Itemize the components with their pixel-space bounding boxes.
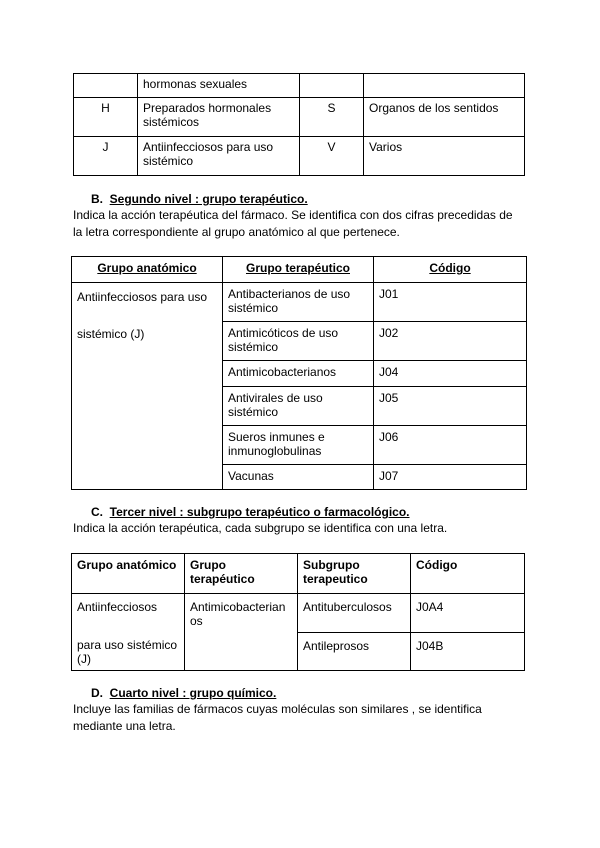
table-cell: Antimicobacterianos — [223, 361, 374, 387]
table-cell: Antivirales de uso sistémico — [223, 387, 374, 426]
table-header-row — [72, 554, 525, 594]
table-cell: Antituberculosos — [298, 594, 411, 633]
table-cell: Antileprosos — [298, 633, 411, 671]
anatomical-groups-table — [73, 73, 525, 176]
section-c-description — [73, 520, 447, 537]
table-cell: Vacunas — [223, 465, 374, 490]
column-header: Grupo terapéutico — [185, 554, 298, 594]
section-letter: B. — [91, 192, 103, 206]
table-cell — [300, 74, 364, 98]
table-cell: Preparados hormonales sistémicos — [138, 98, 300, 137]
table-row — [72, 594, 525, 633]
paragraph-line: Incluye las familias de fármacos cuyas moléculas son similares , se identifica — [73, 702, 482, 716]
table-cell: V — [300, 137, 364, 176]
table-header-row — [72, 257, 527, 283]
cell-line: Antiinfecciosos para uso — [77, 290, 208, 304]
column-header: Código — [411, 554, 525, 594]
column-header: Código — [374, 257, 527, 283]
section-d-heading — [91, 686, 276, 700]
table-cell: S — [300, 98, 364, 137]
table-cell: Varios — [364, 137, 525, 176]
anatomic-group-cell — [72, 283, 223, 490]
section-title: Segundo nivel : grupo terapéutico. — [109, 192, 308, 206]
paragraph-line: Indica la acción terapéutica del fármaco. Se identifica con dos cifras precedidas de — [73, 208, 513, 222]
table-cell: Organos de los sentidos — [364, 98, 525, 137]
column-header: Subgrupo terapeutico — [298, 554, 411, 594]
table-cell: J02 — [374, 322, 527, 361]
paragraph-line: mediante una letra. — [73, 719, 176, 733]
table-cell: Antimicóticos de uso sistémico — [223, 322, 374, 361]
table-cell: Antibacterianos de uso sistémico — [223, 283, 374, 322]
paragraph-line: Indica la acción terapéutica, cada subgrupo se identifica con una letra. — [73, 521, 448, 535]
table-cell: Sueros inmunes e inmunoglobulinas — [223, 426, 374, 465]
section-b-description — [73, 207, 513, 241]
table-cell: J01 — [374, 283, 527, 322]
table-cell: J0A4 — [411, 594, 525, 633]
anatomic-group-cell — [72, 594, 185, 671]
therapeutic-subgroup-table — [71, 553, 525, 671]
cell-line: sistémico (J) — [77, 327, 145, 341]
table-cell: J04 — [374, 361, 527, 387]
table-cell: J06 — [374, 426, 527, 465]
table-cell: J — [74, 137, 138, 176]
table-cell: hormonas sexuales — [138, 74, 300, 98]
table-row — [72, 283, 527, 322]
section-letter: D. — [91, 686, 103, 700]
section-title: Tercer nivel : subgrupo terapéutico o farmacológico. — [109, 505, 410, 519]
table-row — [74, 74, 525, 98]
column-header: Grupo terapéutico — [223, 257, 374, 283]
table-cell: J05 — [374, 387, 527, 426]
therapeutic-group-cell: Antimicobacterianos — [185, 594, 298, 671]
table-row — [74, 98, 525, 137]
table-cell — [74, 74, 138, 98]
table-cell: J04B — [411, 633, 525, 671]
column-header: Grupo anatómico — [72, 257, 223, 283]
column-header: Grupo anatómico — [72, 554, 185, 594]
section-d-description — [73, 701, 482, 735]
table-cell: Antiinfecciosos para uso sistémico — [138, 137, 300, 176]
table-cell: H — [74, 98, 138, 137]
section-c-heading — [91, 505, 410, 519]
cell-line: Antiinfecciosos — [77, 600, 158, 614]
therapeutic-group-table — [71, 256, 527, 490]
cell-line: para uso sistémico (J) — [77, 638, 178, 666]
table-cell — [364, 74, 525, 98]
section-letter: C. — [91, 505, 103, 519]
table-cell: J07 — [374, 465, 527, 490]
paragraph-line: la letra correspondiente al grupo anatómico al que pertenece. — [73, 225, 400, 239]
section-title: Cuarto nivel : grupo químico. — [109, 686, 277, 700]
table-row — [74, 137, 525, 176]
section-b-heading — [91, 192, 308, 206]
